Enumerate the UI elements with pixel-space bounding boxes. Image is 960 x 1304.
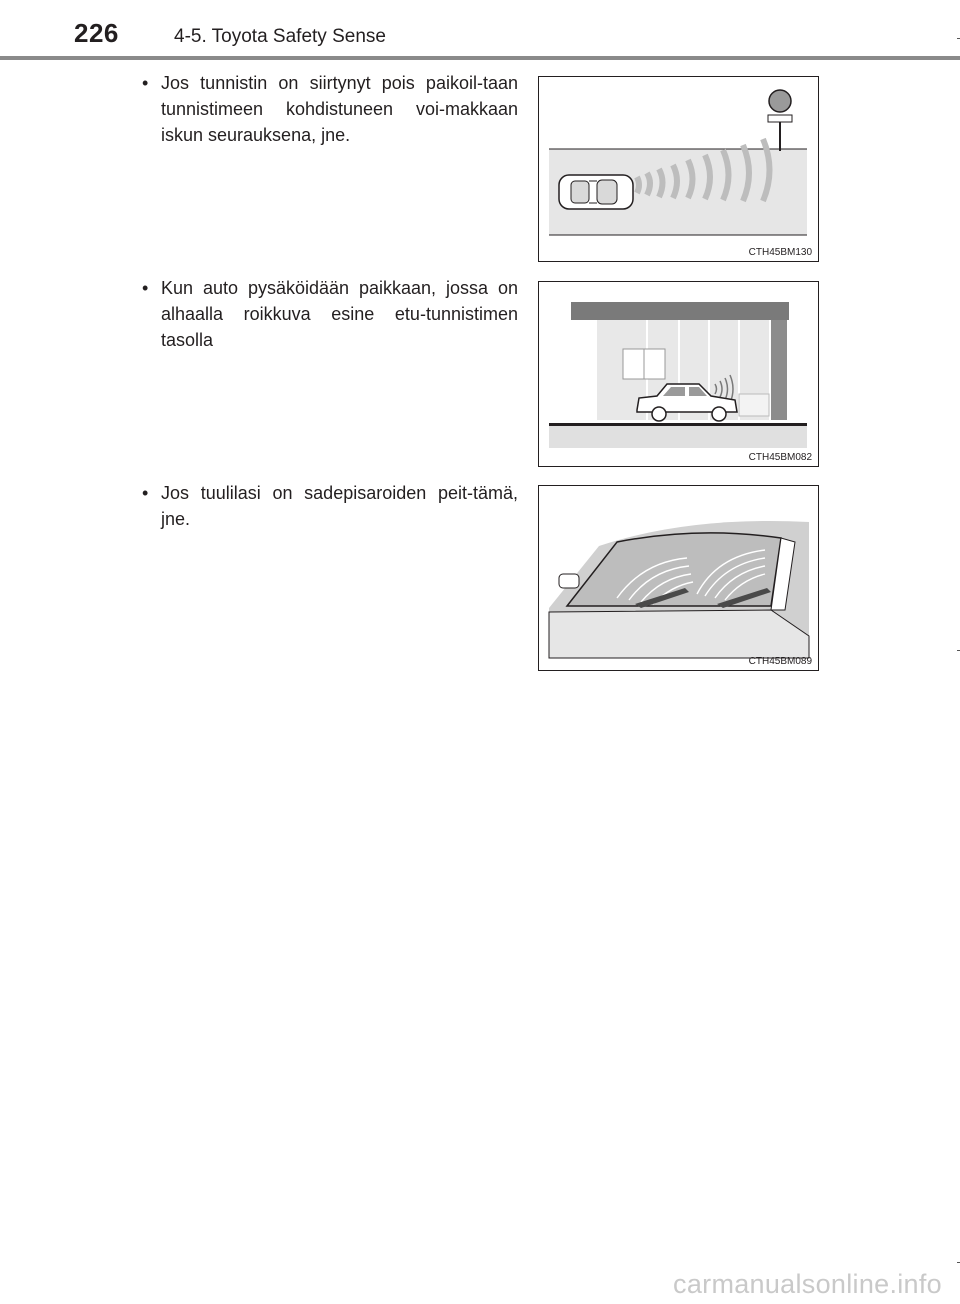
rain-windshield-illustration (539, 486, 818, 670)
car-top-view (559, 175, 633, 209)
garage-roof (571, 302, 789, 320)
bullet-item (142, 70, 518, 148)
bullet-dot: • (142, 278, 149, 298)
bullet-item (142, 275, 518, 353)
figure-code: CTH45BM082 (748, 452, 812, 463)
road-sign (768, 90, 792, 151)
bullet-text: Jos tuulilasi on sadepisaroiden peit-tämä, jne. (161, 483, 518, 529)
side-mirror (559, 574, 579, 588)
hood (549, 610, 809, 658)
page-number: 226 (74, 18, 119, 48)
ground (549, 426, 807, 448)
figure-hanging-object (538, 281, 819, 467)
ground-line (549, 423, 807, 426)
section-title: 4-5. Toyota Safety Sense (174, 26, 386, 47)
bullet-text: Jos tunnistin on siirtynyt pois paikoil-taan tunnistimeen kohdistuneen voi-makkaan iskun seurauksena, jne. (161, 73, 518, 145)
bullet-text: Kun auto pysäköidään paikkaan, jossa on alhaalla roikkuva esine etu-tunnistimen tasolla (161, 278, 518, 350)
figure-rain-windshield (538, 485, 819, 671)
watermark: carmanualsonline.info (673, 1269, 942, 1299)
bullet-item (142, 480, 518, 532)
figure-code: CTH45BM089 (748, 656, 812, 667)
hanging-object (739, 394, 769, 416)
bullet-dot: • (142, 73, 149, 93)
figure-sensor-misaligned (538, 76, 819, 262)
header-rule (0, 56, 960, 60)
figure-code: CTH45BM130 (748, 247, 812, 258)
bullet-dot: • (142, 483, 149, 503)
sensor-misaligned-illustration (539, 77, 818, 261)
hanging-object-illustration (539, 282, 818, 466)
garage-back-wall (771, 320, 787, 420)
